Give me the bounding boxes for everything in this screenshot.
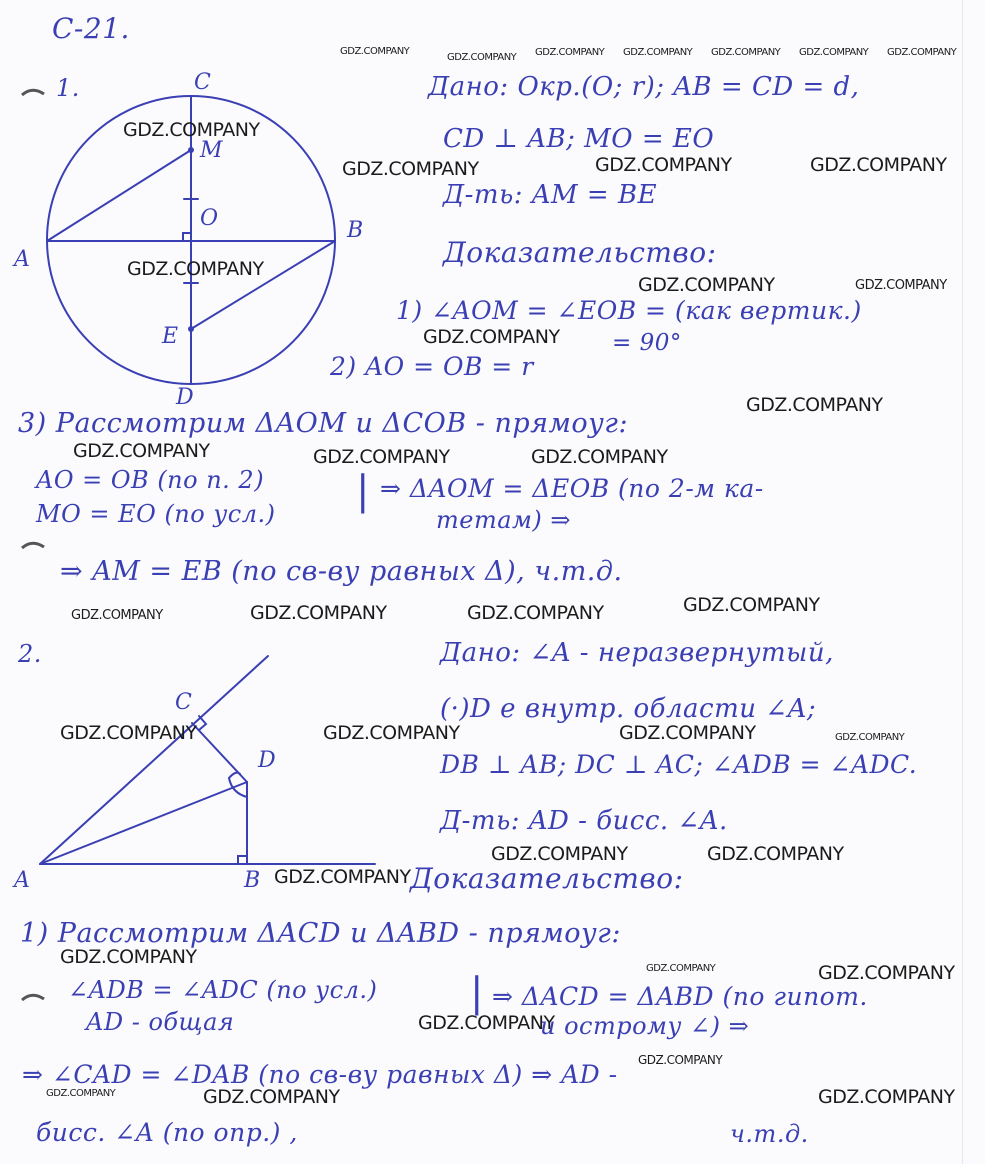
binding-mark bbox=[22, 90, 44, 95]
problem2-step1: 1) Рассмотрим ΔACD и ΔABD - прямоуг: bbox=[20, 918, 621, 949]
problem2-given3: DB ⊥ AB; DC ⊥ AC; ∠ADB = ∠ADC. bbox=[440, 750, 918, 779]
problem2-given2: (·)D e внутр. области ∠A; bbox=[440, 694, 817, 724]
watermark: GDZ.COMPANY bbox=[71, 608, 163, 623]
label2-b: B bbox=[244, 868, 261, 893]
brace-divider: | bbox=[356, 468, 370, 514]
segment-ad bbox=[40, 782, 247, 864]
problem2-step1b: AD - общая bbox=[86, 1008, 235, 1036]
watermark: GDZ.COMPANY bbox=[595, 154, 732, 176]
watermark: GDZ.COMPANY bbox=[887, 47, 957, 58]
label-e: E bbox=[162, 324, 179, 349]
problem1-step1b: = 90° bbox=[612, 330, 682, 356]
watermark: GDZ.COMPANY bbox=[799, 47, 869, 58]
watermark: GDZ.COMPANY bbox=[127, 258, 264, 280]
problem1-step3: 3) Рассмотрим ΔAOM и ΔCOB - прямоуг: bbox=[18, 408, 629, 439]
problem1-prove: Д-ть: AM = BE bbox=[443, 180, 658, 210]
watermark: GDZ.COMPANY bbox=[467, 602, 604, 624]
page-label: С-21. bbox=[52, 12, 130, 45]
watermark: GDZ.COMPANY bbox=[835, 732, 905, 743]
watermark: GDZ.COMPANY bbox=[491, 843, 628, 865]
problem2-proof-heading: Доказательство: bbox=[410, 862, 684, 895]
right-angle-o bbox=[183, 233, 191, 241]
ray-ac bbox=[40, 656, 268, 864]
problem2-step2: ⇒ ∠CAD = ∠DAB (по св-ву равных Δ) ⇒ AD - bbox=[22, 1060, 618, 1089]
problem2-number: 2. bbox=[18, 640, 42, 668]
watermark: GDZ.COMPANY bbox=[531, 446, 668, 468]
right-angle-c bbox=[199, 716, 206, 730]
label-b: B bbox=[347, 218, 364, 243]
angle-mark-d bbox=[229, 778, 247, 797]
label-a: A bbox=[14, 247, 30, 272]
problem2-qed: ч.т.д. bbox=[730, 1120, 809, 1148]
problem1-step3c: ⇒ ΔAOM = ΔEOB (по 2-м ка- bbox=[380, 474, 764, 503]
problem2-step2b: бисс. ∠A (по опр.) , bbox=[36, 1118, 298, 1147]
watermark: GDZ.COMPANY bbox=[746, 394, 883, 416]
watermark: GDZ.COMPANY bbox=[73, 440, 210, 462]
point-e bbox=[189, 327, 193, 331]
watermark: GDZ.COMPANY bbox=[855, 278, 947, 293]
problem1-number: 1. bbox=[56, 74, 80, 102]
watermark: GDZ.COMPANY bbox=[203, 1086, 340, 1108]
watermark: GDZ.COMPANY bbox=[60, 722, 197, 744]
watermark: GDZ.COMPANY bbox=[313, 446, 450, 468]
label2-d: D bbox=[258, 748, 276, 773]
watermark: GDZ.COMPANY bbox=[818, 1086, 955, 1108]
problem2-prove: Д-ть: AD - бисс. ∠A. bbox=[440, 806, 728, 836]
watermark: GDZ.COMPANY bbox=[638, 274, 775, 296]
label2-a: A bbox=[14, 868, 30, 893]
watermark: GDZ.COMPANY bbox=[423, 326, 560, 348]
problem1-step3d: тетам) ⇒ bbox=[436, 506, 572, 534]
brace-divider-2: | bbox=[470, 970, 484, 1016]
watermark: GDZ.COMPANY bbox=[274, 866, 411, 888]
label-m: M bbox=[200, 138, 223, 163]
problem2-given: Дано: ∠A - неразвернутый, bbox=[440, 638, 834, 668]
binding-mark bbox=[22, 543, 44, 548]
watermark: GDZ.COMPANY bbox=[535, 47, 605, 58]
label-d: D bbox=[176, 385, 194, 410]
watermark: GDZ.COMPANY bbox=[711, 47, 781, 58]
binding-mark bbox=[22, 995, 44, 1000]
watermark: GDZ.COMPANY bbox=[619, 722, 756, 744]
problem1-step3b: MO = EO (по усл.) bbox=[36, 500, 276, 528]
watermark: GDZ.COMPANY bbox=[323, 722, 460, 744]
watermark: GDZ.COMPANY bbox=[623, 47, 693, 58]
watermark: GDZ.COMPANY bbox=[123, 119, 260, 141]
problem2-step1c: ⇒ ΔACD = ΔABD (по гипот. bbox=[492, 982, 868, 1011]
watermark: GDZ.COMPANY bbox=[810, 154, 947, 176]
problem1-given2: CD ⊥ AB; MO = EO bbox=[443, 124, 715, 154]
right-angle-b bbox=[238, 856, 247, 864]
problem2-step1a: ∠ADB = ∠ADC (по усл.) bbox=[68, 976, 378, 1004]
watermark: GDZ.COMPANY bbox=[646, 963, 716, 974]
problem1-step2: 2) AO = OB = r bbox=[330, 352, 534, 381]
label2-c: C bbox=[175, 690, 192, 715]
problem1-proof-heading: Доказательство: bbox=[443, 236, 717, 269]
label-o: O bbox=[200, 206, 219, 231]
problem1-step1: 1) ∠AOM = ∠EOB = (как вертик.) bbox=[396, 296, 862, 325]
label-c: C bbox=[194, 70, 211, 95]
watermark: GDZ.COMPANY bbox=[818, 962, 955, 984]
watermark: GDZ.COMPANY bbox=[60, 946, 197, 968]
problem1-conclusion: ⇒ AM = EB (по св-ву равных Δ), ч.т.д. bbox=[60, 556, 623, 587]
watermark: GDZ.COMPANY bbox=[250, 602, 387, 624]
watermark: GDZ.COMPANY bbox=[340, 46, 410, 57]
watermark: GDZ.COMPANY bbox=[46, 1088, 116, 1099]
problem1-given: Дано: Окр.(O; r); AB = CD = d, bbox=[428, 72, 860, 102]
problem2-step1d: и острому ∠) ⇒ bbox=[540, 1012, 750, 1040]
watermark: GDZ.COMPANY bbox=[342, 158, 479, 180]
point-m bbox=[189, 148, 193, 152]
problem1-step3a: AO = OB (по п. 2) bbox=[36, 466, 265, 494]
watermark: GDZ.COMPANY bbox=[638, 1053, 723, 1067]
watermark: GDZ.COMPANY bbox=[707, 843, 844, 865]
watermark: GDZ.COMPANY bbox=[418, 1012, 555, 1034]
watermark: GDZ.COMPANY bbox=[447, 52, 517, 63]
watermark: GDZ.COMPANY bbox=[683, 594, 820, 616]
angle-mark-d2 bbox=[229, 773, 240, 778]
